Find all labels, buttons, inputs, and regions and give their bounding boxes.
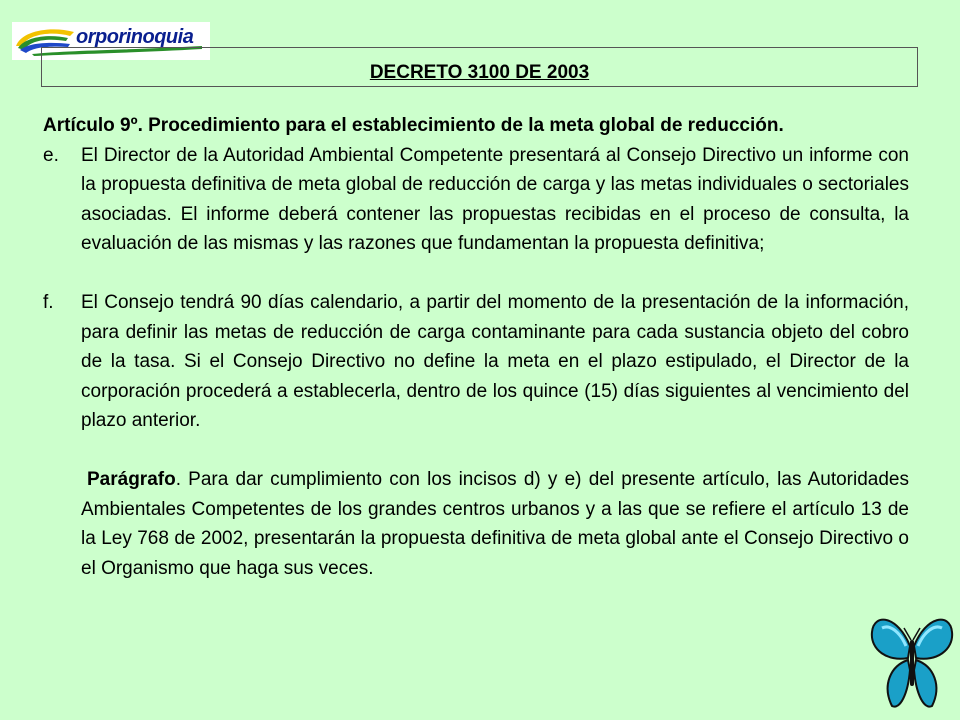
article-heading: Artículo 9º. Procedimiento para el establecimiento de la meta global de reducción. [43, 115, 784, 136]
paragraph-text: . Para dar cumplimiento con los incisos d) y e) del presente artículo, las Autoridades Ambientales Competentes de los grandes centros urbanos y a las que se refiere el artículo 13 de la Ley 768 de 2002, presentarán la propuesta definitiva de meta global ante el Consejo Directivo o el Organismo que haga sus veces. [81, 469, 909, 579]
logo-text: orporinoquia [76, 26, 194, 48]
spacer [43, 436, 909, 466]
butterfly-icon [868, 606, 956, 716]
paragraph-title: Parágrafo [87, 469, 176, 490]
item-letter: e. [43, 144, 59, 166]
title-box [41, 47, 918, 87]
document-title: DECRETO 3100 DE 2003 [369, 62, 590, 83]
list-item [43, 288, 909, 436]
paragraph [43, 465, 909, 583]
list-item [43, 141, 909, 259]
item-text: El Director de la Autoridad Ambiental Competente presentará al Consejo Directivo un informe con la propuesta definitiva de meta global de reducción de carga y las metas individuales o sectoriales asociadas. El informe deberá contener las propuestas recibidas en el proceso de consulta, la evaluación de las mismas y las razones que fundamentan la propuesta definitiva; [81, 144, 909, 254]
item-letter: f. [43, 292, 54, 313]
spacer [43, 259, 909, 289]
article-content [43, 111, 909, 583]
item-text: El Consejo tendrá 90 días calendario, a partir del momento de la presentación de la información, para definir las metas de reducción de carga contaminante para cada sustancia objeto del cobro de la tasa. Si el Consejo Directivo no define la meta en el plazo estipulado, el Director de la corporación procederá a establecerla, dentro de los quince (15) días siguientes al vencimiento del plazo anterior. [81, 292, 909, 431]
